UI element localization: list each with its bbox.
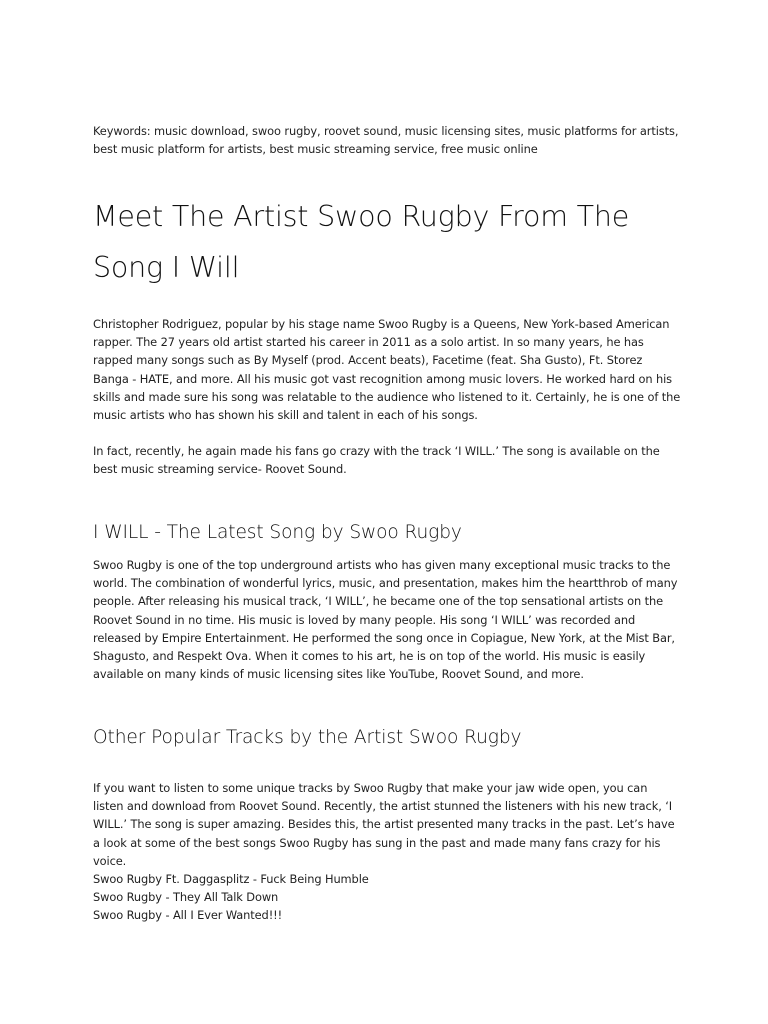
track-list [93,870,681,925]
latest-song-paragraph: Swoo Rugby is one of the top underground artists who has given many exceptional music tracks to the world. The combination of wonderful lyrics, music, and presentation, makes him the heartthrob of many people. After releasing his musical track, ‘I WILL’, he became one of the top sensational artists on the Roovet Sound in no time. His music is loved by many people. His song ‘I WILL’ was recorded and released by Empire Entertainment. He performed the song once in Copiague, New York, at the Mist Bar, Shagusto, and Respekt Ova. When it comes to his art, he is on top of the world. His music is easily available on many kinds of music licensing sites like YouTube, Roovet Sound, and more. [93,558,678,682]
intro-paragraph: Christopher Rodriguez, popular by his stage name Swoo Rugby is a Queens, New York-based American rapper. The 27 years old artist started his career in 2011 as a solo artist. In so many years, he has rapped many songs such as By Myself (prod. Accent beats), Facetime (feat. Sha Gusto), Ft. Storez Banga - HATE, and more. All his music got vast recognition among music lovers. He worked hard on his skills and made sure his song was relatable to the audience who listened to it. Certainly, he is one of the music artists who has shown his skill and talent in each of his songs. [93,317,681,423]
track-item: Swoo Rugby - All I Ever Wanted!!! [93,908,283,923]
recent-track-paragraph: In fact, recently, he again made his fans go crazy with the track ‘I WILL.’ The song is available on the best music streaming service- Roovet Sound. [93,444,660,477]
other-tracks-heading: Other Popular Tracks by the Artist Swoo Rugby [93,727,522,748]
track-item: Swoo Rugby - They All Talk Down [93,890,279,905]
page-title: Meet The Artist Swoo Rugby From The Song I Will [93,200,630,284]
track-item: Swoo Rugby Ft. Daggasplitz - Fuck Being Humble [93,872,369,886]
latest-song-heading: I WILL - The Latest Song by Swoo Rugby [93,522,462,543]
keywords-line: Keywords: music download, swoo rugby, roovet sound, music licensing sites, music platforms for artists, best music platform for artists, best music streaming service, free music online [93,124,679,157]
other-tracks-paragraph: If you want to listen to some unique tracks by Swoo Rugby that make your jaw wide open, you can listen and download from Roovet Sound. Recently, the artist stunned the listeners with his new track, ‘I WILL.’ The song is super amazing. Besides this, the artist presented many tracks in the past. Let’s have a look at some of the best songs Swoo Rugby has sung in the past and made many fans crazy for his voice. [93,781,675,868]
